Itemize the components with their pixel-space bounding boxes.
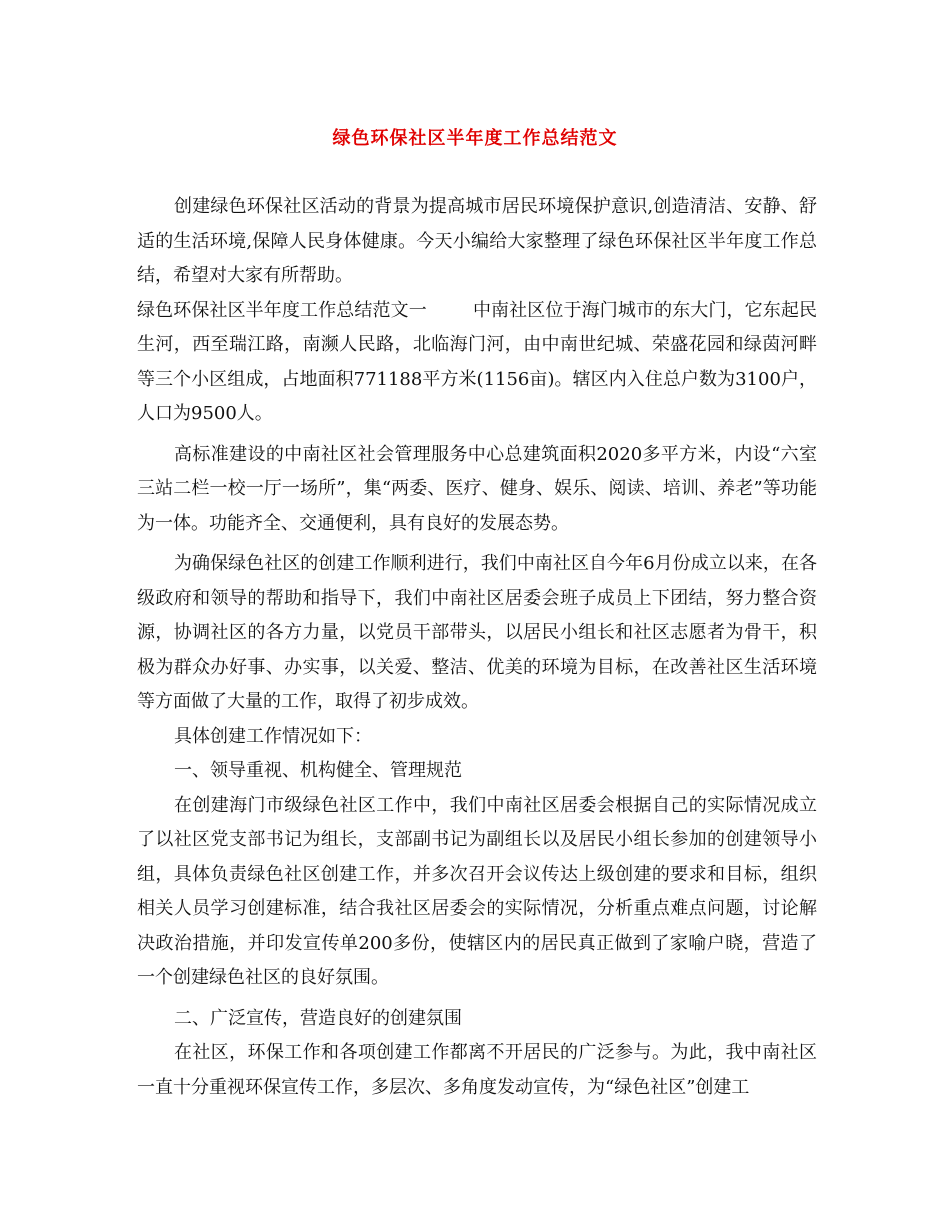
section-heading-1: 一、领导重视、机构健全、管理规范: [174, 760, 462, 781]
section-heading-2: 二、广泛宣传，营造良好的创建氛围: [174, 1007, 462, 1029]
document-title: 绿色环保社区半年度工作总结范文: [332, 128, 618, 149]
paragraph-5: 在创建海门市级绿色社区工作中，我们中南社区居委会根据自己的实际情况成立了以社区党支部书记为组长，支部副书记为副组长以及居民小组长参加的创建领导小组，具体负责绿色社区创建工作，并多次召开会议传达上级创建的要求和目标，组织相关人员学习创建标准，结合我社区居委会的实际情况，分析重点难点问题，讨论解决政治措施，并印发宣传单200多份，使辖区内的居民真正做到了家喻户晓，营造了一个创建绿色社区的良好氛围。: [137, 794, 817, 988]
paragraph-3: 为确保绿色社区的创建工作顺利进行，我们中南社区自今年6月份成立以来，在各级政府和领导的帮助和指导下，我们中南社区居委会班子成员上下团结，努力整合资源，协调社区的各方力量，以党员干部带头，以居民小组长和社区志愿者为骨干，积极为群众办好事、办实事，以关爱、整洁、优美的环境为目标，在改善社区生活环境等方面做了大量的工作，取得了初步成效。: [137, 553, 817, 712]
intro-paragraph: 创建绿色环保社区活动的背景为提高城市居民环境保护意识,创造清洁、安静、舒适的生活环境,保障人民身体健康。今天小编给大家整理了绿色环保社区半年度工作总结，希望对大家有所帮助。: [137, 196, 817, 286]
section1-paragraph: [137, 294, 817, 432]
paragraph-6: 在社区，环保工作和各项创建工作都离不开居民的广泛参与。为此，我中南社区一直十分重视环保宣传工作，多层次、多角度发动宣传，为“绿色社区”创建工: [137, 1042, 817, 1098]
paragraph-4: 具体创建工作情况如下：: [174, 725, 372, 747]
section1-text: 中南社区位于海门城市的东大门，它东起民生河，西至瑞江路，南濒人民路，北临海门河，由中南世纪城、荣盛花园和绿茵河畔等三个小区组成，占地面积771188平方米(1156亩)。辖区内入住总户数为3100户，人口为9500人。: [137, 299, 817, 424]
document-body: [137, 190, 817, 1105]
section1-heading: 绿色环保社区半年度工作总结范文一: [137, 299, 427, 321]
paragraph-2: 高标准建设的中南社区社会管理服务中心总建筑面积2020多平方米，内设“六室三站二栏一校一厅一场所”，集“两委、医疗、健身、娱乐、阅读、培训、养老”等功能为一体。功能齐全、交通便利，具有良好的发展态势。: [137, 443, 817, 534]
